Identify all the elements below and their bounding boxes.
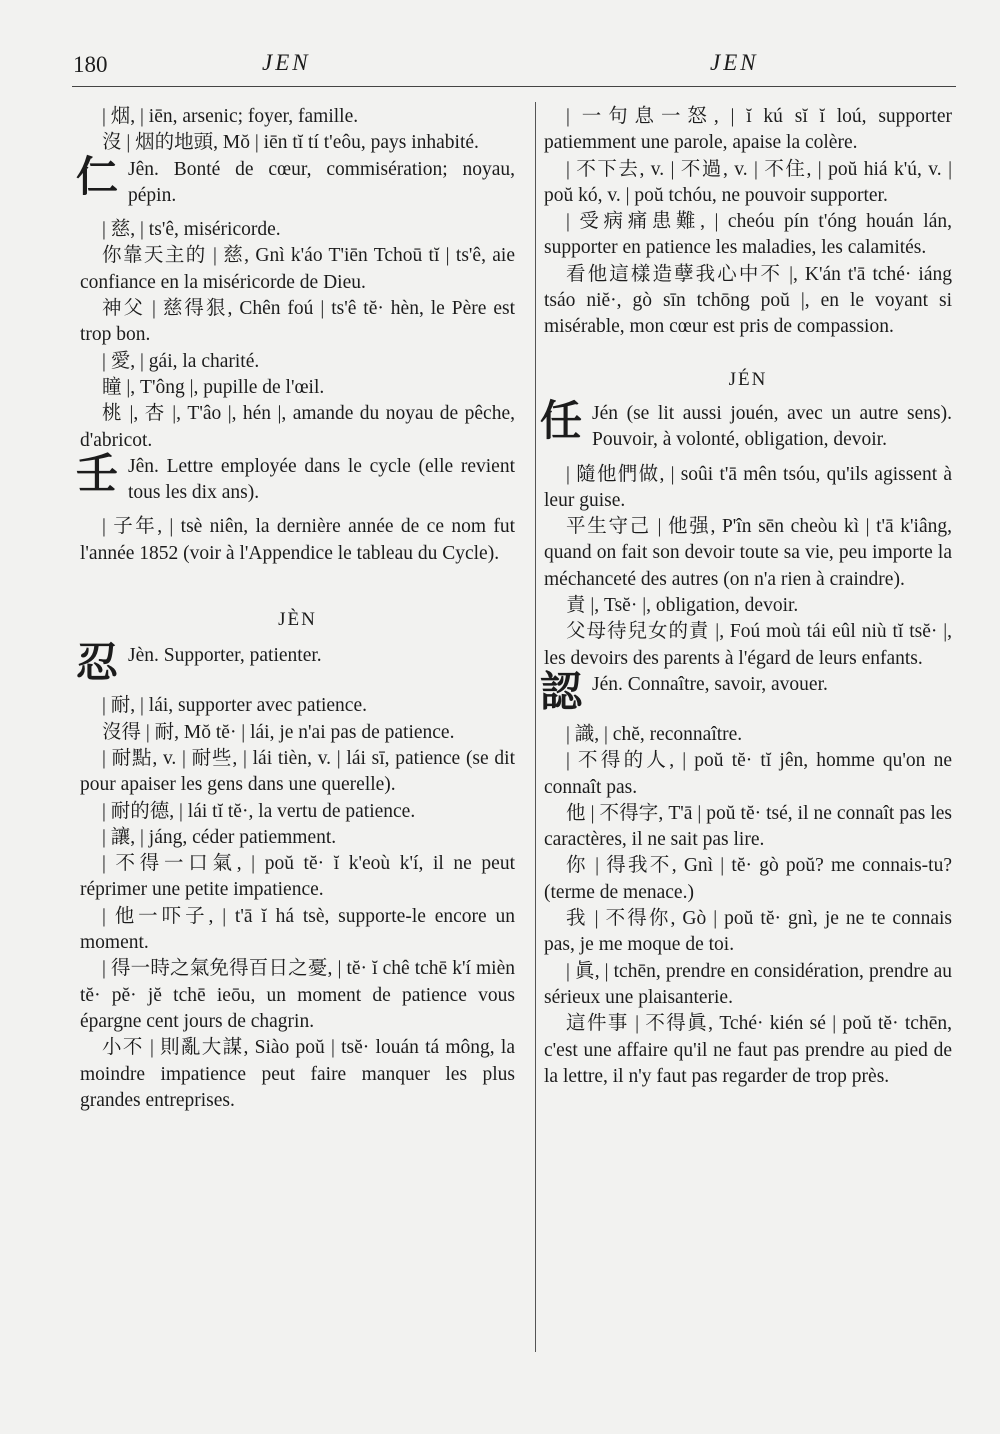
headword-character: 任 xyxy=(540,395,583,445)
entry-line: 桃 |, 杏 |, T'âo |, hén |, amande du noyau de pêche, d'abricot. xyxy=(80,403,515,451)
entry-line: 這件事 | 不得眞, Tché· kién sé | poŭ tĕ· tchēn, c'est une affaire qu'il ne faut pas prendre au pied de la lettre, il n'y faut pas regarder de trop près. xyxy=(544,1013,952,1087)
entry-line: | 不得的人, | poŭ tĕ· tĭ jên, homme qu'on ne connaît pas. xyxy=(544,750,952,798)
entry-line: | 耐點, v. | 耐些, | lái tièn, v. | lái sī, patience (se dit pour apaiser les gens dans une querelle). xyxy=(80,747,515,796)
entry-line: | 不得一口氣, | poŭ tĕ· ĭ k'eoù k'í, il ne peut réprimer une petite impatience. xyxy=(80,853,515,901)
page-number: 180 xyxy=(73,52,108,77)
entry-line: | 耐的德, | lái tĭ tĕ·, la vertu de patience. xyxy=(102,800,416,822)
entry-line: | 受病痛患難, | cheóu pín t'óng houán lán, supporter en patience les maladies, les calamités. xyxy=(544,211,952,259)
headword-definition: Jèn. Supporter, patienter. xyxy=(128,645,322,667)
headword-definition: Jén. Connaître, savoir, avouer. xyxy=(592,673,828,695)
entry-line: | 耐, | lái, supporter avec patience. xyxy=(102,695,367,717)
entry-line: 他 | 不得字, T'ā | poŭ tĕ· tsé, il ne connaît pas les caractères, il ne sait pas lire. xyxy=(544,802,952,851)
entry-line: | 識, | chĕ, reconnaître. xyxy=(566,723,743,745)
headword-character: 壬 xyxy=(76,448,119,498)
headword-entry xyxy=(76,448,515,507)
headword-character: 認 xyxy=(540,666,583,716)
entry-line: | 子年, | tsè niên, la dernière année de ce nom fut l'année 1852 (voir à l'Appendice le tableau du Cycle). xyxy=(80,516,515,564)
entry-line: | 慈, | ts'ê, miséricorde. xyxy=(102,219,281,241)
entry-line: 神父 | 慈得狠, Chên foú | ts'ê tĕ· hèn, le Père est trop bon. xyxy=(80,298,515,346)
entry-line: 小不 | 則亂大謀, Siào poŭ | tsĕ· louán tá mông, la moindre impatience peut faire manquer les plus grandes entreprises. xyxy=(80,1037,515,1111)
section-heading: JÉN xyxy=(728,368,768,390)
section-heading: JÈN xyxy=(278,609,317,631)
column-divider xyxy=(535,102,536,1352)
headword-definition: Jên. Bonté de cœur, commisération; noyau, pépin. xyxy=(128,158,515,206)
entry-line: 瞳 |, T'ông |, pupille de l'œil. xyxy=(102,376,325,398)
entry-line: | 他一吓子, | t'ā ĭ há tsè, supporte-le encore un moment. xyxy=(80,905,515,954)
running-head-right: JEN xyxy=(710,50,759,75)
entry-line: 看他這樣造孽我心中不 |, K'án t'ā tché· iáng tsáo niĕ·, gò sīn tchōng poŭ |, en le voyant si misérable, mon cœur est pris de compassion. xyxy=(544,263,952,338)
entry-line: 沒 | 烟的地頭, Mŏ | iēn tĭ tí t'eôu, pays inhabité. xyxy=(102,132,479,154)
entry-line: | 讓, | jáng, céder patiemment. xyxy=(102,826,337,848)
headword-entry xyxy=(76,638,515,688)
page-header xyxy=(0,0,1000,90)
entry-line: | 得一時之氣免得百日之憂, | tĕ· ĭ chê tchē k'í mièn tĕ· pĕ· jĕ tchē ieōu, un moment de patience vous épargne cent jours de chagrin. xyxy=(80,958,515,1032)
entry-line: 父母待兒女的責 |, Foú moù tái eûl niù tĭ tsĕ· |, les devoirs des parents à l'égard de leurs enfants. xyxy=(544,621,952,669)
entry-line: 責 |, Tsĕ· |, obligation, devoir. xyxy=(566,595,799,617)
headword-definition: Jên. Lettre employée dans le cycle (elle revient tous les dix ans). xyxy=(128,455,515,504)
header-rule xyxy=(72,86,956,87)
headword-character: 仁 xyxy=(76,151,119,201)
headword-entry xyxy=(540,395,952,454)
entry-line: | 一句息一怒, | ĭ kú sĭ ĭ loú, supporter patiemment une parole, apaise la colère. xyxy=(544,106,952,154)
entry-line: 你 | 得我不, Gnì | tĕ· gò poŭ? me connais-tu? (terme de menace.) xyxy=(544,855,952,903)
entry-line: | 眞, | tchēn, prendre en considération, prendre au sérieux une plaisanterie. xyxy=(544,960,952,1008)
headword-definition: Jén (se lit aussi jouén, avec un autre sens). Pouvoir, à volonté, obligation, devoir. xyxy=(592,402,952,451)
right-column xyxy=(540,104,952,1090)
headword-entry xyxy=(76,151,515,210)
entry-line: | 隨他們做, | soûi t'ā mên tsóu, qu'ils agissent à leur guise. xyxy=(544,463,952,511)
left-column xyxy=(76,104,515,1114)
entry-line: | 不下去, v. | 不過, v. | 不住, | poŭ hiá k'ú, v. | poŭ kó, v. | poŭ tchóu, ne pouvoir supporter. xyxy=(544,158,952,206)
entry-line: 你靠天主的 | 慈, Gnì k'áo T'iēn Tchoū tĭ | ts'ê, aie confiance en la miséricorde de Dieu. xyxy=(80,245,515,293)
headword-character: 忍 xyxy=(76,638,119,688)
entry-line: | 愛, | gái, la charité. xyxy=(102,350,260,372)
headword-entry xyxy=(540,666,952,716)
entry-line: | 烟, | iēn, arsenic; foyer, famille. xyxy=(102,106,359,127)
entry-line: 平生守己 | 他强, P'în sēn cheòu kì | t'ā k'iâng, quand on fait son devoir toute sa vie, peu importe la méchanceté des autres (on n'a rien à craindre). xyxy=(544,516,952,590)
entry-line: 沒得 | 耐, Mŏ tĕ· | lái, je n'ai pas de patience. xyxy=(102,721,455,743)
entry-line: 我 | 不得你, Gò | poŭ tĕ· gnì, je ne te connais pas, je me moque de toi. xyxy=(544,908,952,956)
running-head-left: JEN xyxy=(262,50,311,75)
